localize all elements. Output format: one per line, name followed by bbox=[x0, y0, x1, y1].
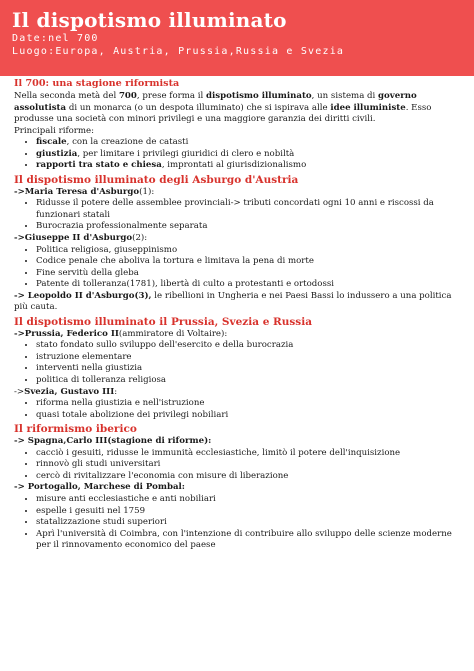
list-item: • Politica religiosa, giuseppinismo bbox=[36, 245, 460, 257]
intro-paragraph: Nella seconda metà del 700, prese forma il dispotismo illuminato, un sistema di governo assolutista di un monarca (o un despota illuminato) che si ispirava alle idee illuministe. Esso produsse una società con minori privilegi e una maggiore garanzia dei diritti civili. bbox=[14, 91, 432, 125]
giuseppe-line: ->Giuseppe II d'Asburgo(2): bbox=[14, 233, 148, 244]
giuseppe-list bbox=[14, 245, 460, 291]
section-heading-iberico: Il riformismo iberico bbox=[14, 423, 137, 436]
list-item: • stato fondato sullo sviluppo dell'esercito e della burocrazia bbox=[36, 340, 460, 352]
list-item: • istruzione elementare bbox=[36, 352, 460, 364]
maria-teresa-list bbox=[14, 198, 460, 233]
reforms-list bbox=[14, 137, 460, 172]
content bbox=[14, 77, 460, 552]
list-item: • Ridusse il potere delle assemblee provinciali-> tributi concordati ogni 10 anni e riscossi da funzionari statali bbox=[36, 198, 460, 221]
list-item: • politica di tolleranza religiosa bbox=[36, 375, 460, 387]
page-title: Il dispotismo illuminato bbox=[12, 8, 287, 32]
portogallo-line: -> Portogallo, Marchese di Pombal: bbox=[14, 482, 185, 493]
maria-teresa-line: ->Maria Teresa d'Asburgo(1): bbox=[14, 186, 155, 197]
list-item: • cacciò i gesuiti, ridusse le immunità ecclesiastiche, limitò il potere dell'inquisizione bbox=[36, 448, 460, 460]
date-line: Date:nel 700 bbox=[12, 33, 99, 44]
list-item: • statalizzazione studi superiori bbox=[36, 517, 460, 529]
list-item: • Codice penale che aboliva la tortura e limitava la pena di morte bbox=[36, 256, 460, 268]
reforms-label: Principali riforme: bbox=[14, 125, 95, 136]
prussia-line: ->Prussia, Federico II(ammiratore di Voltaire): bbox=[14, 328, 228, 339]
section-heading-asburgo: Il dispotismo illuminato degli Asburgo d'Austria bbox=[14, 173, 299, 186]
section-heading-prussia: Il dispotismo illuminato il Prussia, Svezia e Russia bbox=[14, 315, 313, 328]
list-item: • cercò di rivitalizzare l'economia con misure di liberazione bbox=[36, 471, 460, 483]
list-item: • Burocrazia professionalmente separata bbox=[36, 221, 460, 233]
list-item: • fiscale, con la creazione de catasti bbox=[36, 137, 460, 149]
section-heading-700: Il 700: una stagione riformista bbox=[14, 78, 180, 89]
list-item: • Fine servitù della gleba bbox=[36, 268, 460, 280]
prussia-list bbox=[14, 340, 460, 386]
svezia-line: ->Svezia, Gustavo III: bbox=[14, 386, 118, 397]
list-item: • quasi totale abolizione dei privilegi nobiliari bbox=[36, 410, 460, 422]
svezia-list bbox=[14, 398, 460, 421]
list-item: • Aprì l'università di Coimbra, con l'intenzione di contribuire allo sviluppo delle scienze moderne per il rinnovamento economico del paese bbox=[36, 529, 460, 552]
spagna-list bbox=[14, 448, 460, 483]
spagna-line: -> Spagna,Carlo III(stagione di riforme): bbox=[14, 436, 212, 447]
leopoldo-line: -> Leopoldo II d'Asburgo(3), le ribellioni in Ungheria e nei Paesi Bassi lo indussero a una politica più cauta. bbox=[14, 290, 452, 313]
header-banner bbox=[0, 0, 474, 76]
list-item: • giustizia, per limitare i privilegi giuridici di clero e nobiltà bbox=[36, 149, 460, 161]
portogallo-list bbox=[14, 494, 460, 552]
list-item: • Patente di tolleranza(1781), libertà di culto a protestanti e ortodossi bbox=[36, 279, 460, 291]
list-item: • rapporti tra stato e chiesa, improntati al giurisdizionalismo bbox=[36, 160, 460, 172]
place-line: Luogo:Europa, Austria, Prussia,Russia e Svezia bbox=[12, 46, 345, 57]
list-item: • interventi nella giustizia bbox=[36, 363, 460, 375]
list-item: • riforma nella giustizia e nell'istruzione bbox=[36, 398, 460, 410]
list-item: • misure anti ecclesiastiche e anti nobiliari bbox=[36, 494, 460, 506]
list-item: • rinnovò gli studi universitari bbox=[36, 459, 460, 471]
list-item: • espelle i gesuiti nel 1759 bbox=[36, 506, 460, 518]
